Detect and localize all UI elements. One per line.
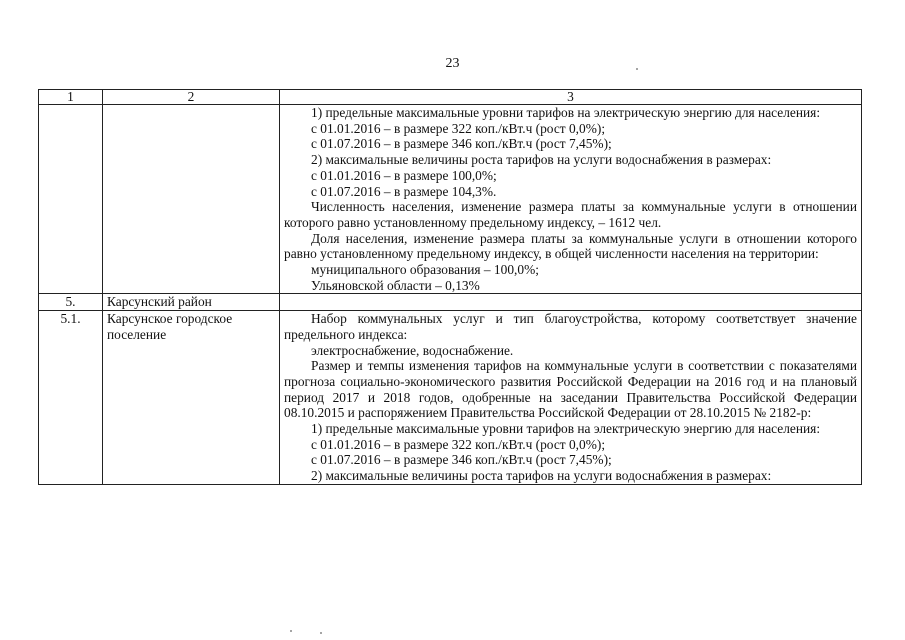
scan-speck (320, 632, 322, 634)
paragraph: 1) предельные максимальные уровни тарифов на электрическую энергию для населения: (311, 421, 821, 437)
paragraph: с 01.01.2016 – в размере 322 коп./кВт.ч (рост 0,0%); (311, 436, 606, 452)
table-header-row (39, 90, 862, 105)
scan-speck (290, 630, 292, 632)
paragraph: с 01.01.2016 – в размере 100,0%; (311, 167, 497, 183)
paragraph: 2) максимальные величины роста тарифов на услуги водоснабжения в размерах: (311, 468, 772, 484)
row-name: Карсунское городское поселение (103, 311, 280, 485)
paragraph: Численность населения, изменение размера платы за коммунальные услуги в отношении которого равно установленному предельному индексу, – 1612 чел. (284, 199, 857, 230)
row-content (280, 105, 862, 294)
paragraph: 2) максимальные величины роста тарифов на услуги водоснабжения в размерах: (311, 152, 772, 168)
header-col-1: 1 (39, 90, 103, 105)
paragraph: муниципального образования – 100,0%; (311, 262, 539, 278)
paragraph: Доля населения, изменение размера платы за коммунальные услуги в отношении которого равно установленному предельному индексу, в общей численности населения на территории: (284, 230, 857, 262)
paragraph: Ульяновской области – 0,13% (311, 277, 480, 293)
paragraph: электроснабжение, водоснабжение. (311, 342, 514, 358)
tariff-table (38, 89, 862, 485)
row-number (39, 105, 103, 294)
header-col-3: 3 (280, 90, 862, 105)
paragraph: 1) предельные максимальные уровни тарифов на электрическую энергию для населения: (311, 105, 821, 120)
paragraph: Набор коммунальных услуг и тип благоустройства, которому соответствует значение предельного индекса: (284, 311, 857, 342)
row-name (103, 105, 280, 294)
scan-speck (636, 68, 638, 70)
table-row (39, 105, 862, 294)
row-number: 5. (39, 294, 103, 311)
row-name: Карсунский район (103, 294, 280, 311)
paragraph: с 01.07.2016 – в размере 346 коп./кВт.ч (рост 7,45%); (311, 136, 612, 152)
table-row (39, 311, 862, 485)
row-number: 5.1. (39, 311, 103, 485)
paragraph: с 01.01.2016 – в размере 322 коп./кВт.ч (рост 0,0%); (311, 120, 606, 136)
row-content (280, 294, 862, 311)
paragraph: с 01.07.2016 – в размере 104,3%. (311, 183, 497, 199)
page-number: 23 (445, 56, 460, 71)
header-col-2: 2 (103, 90, 280, 105)
table-row (39, 294, 862, 311)
row-content (280, 311, 862, 485)
paragraph: с 01.07.2016 – в размере 346 коп./кВт.ч (рост 7,45%); (311, 452, 612, 468)
paragraph: Размер и темпы изменения тарифов на коммунальные услуги в соответствии с показателями прогноза социально-экономического развития Российской Федерации на 2016 год и на плановый период 2017 и 2018 годов, одобренные на заседании Правительства Российской Федерации 08.10.2015 и распоряжением Правительства Российской Федерации от 28.10.2015 № 2182-р: (284, 358, 857, 421)
